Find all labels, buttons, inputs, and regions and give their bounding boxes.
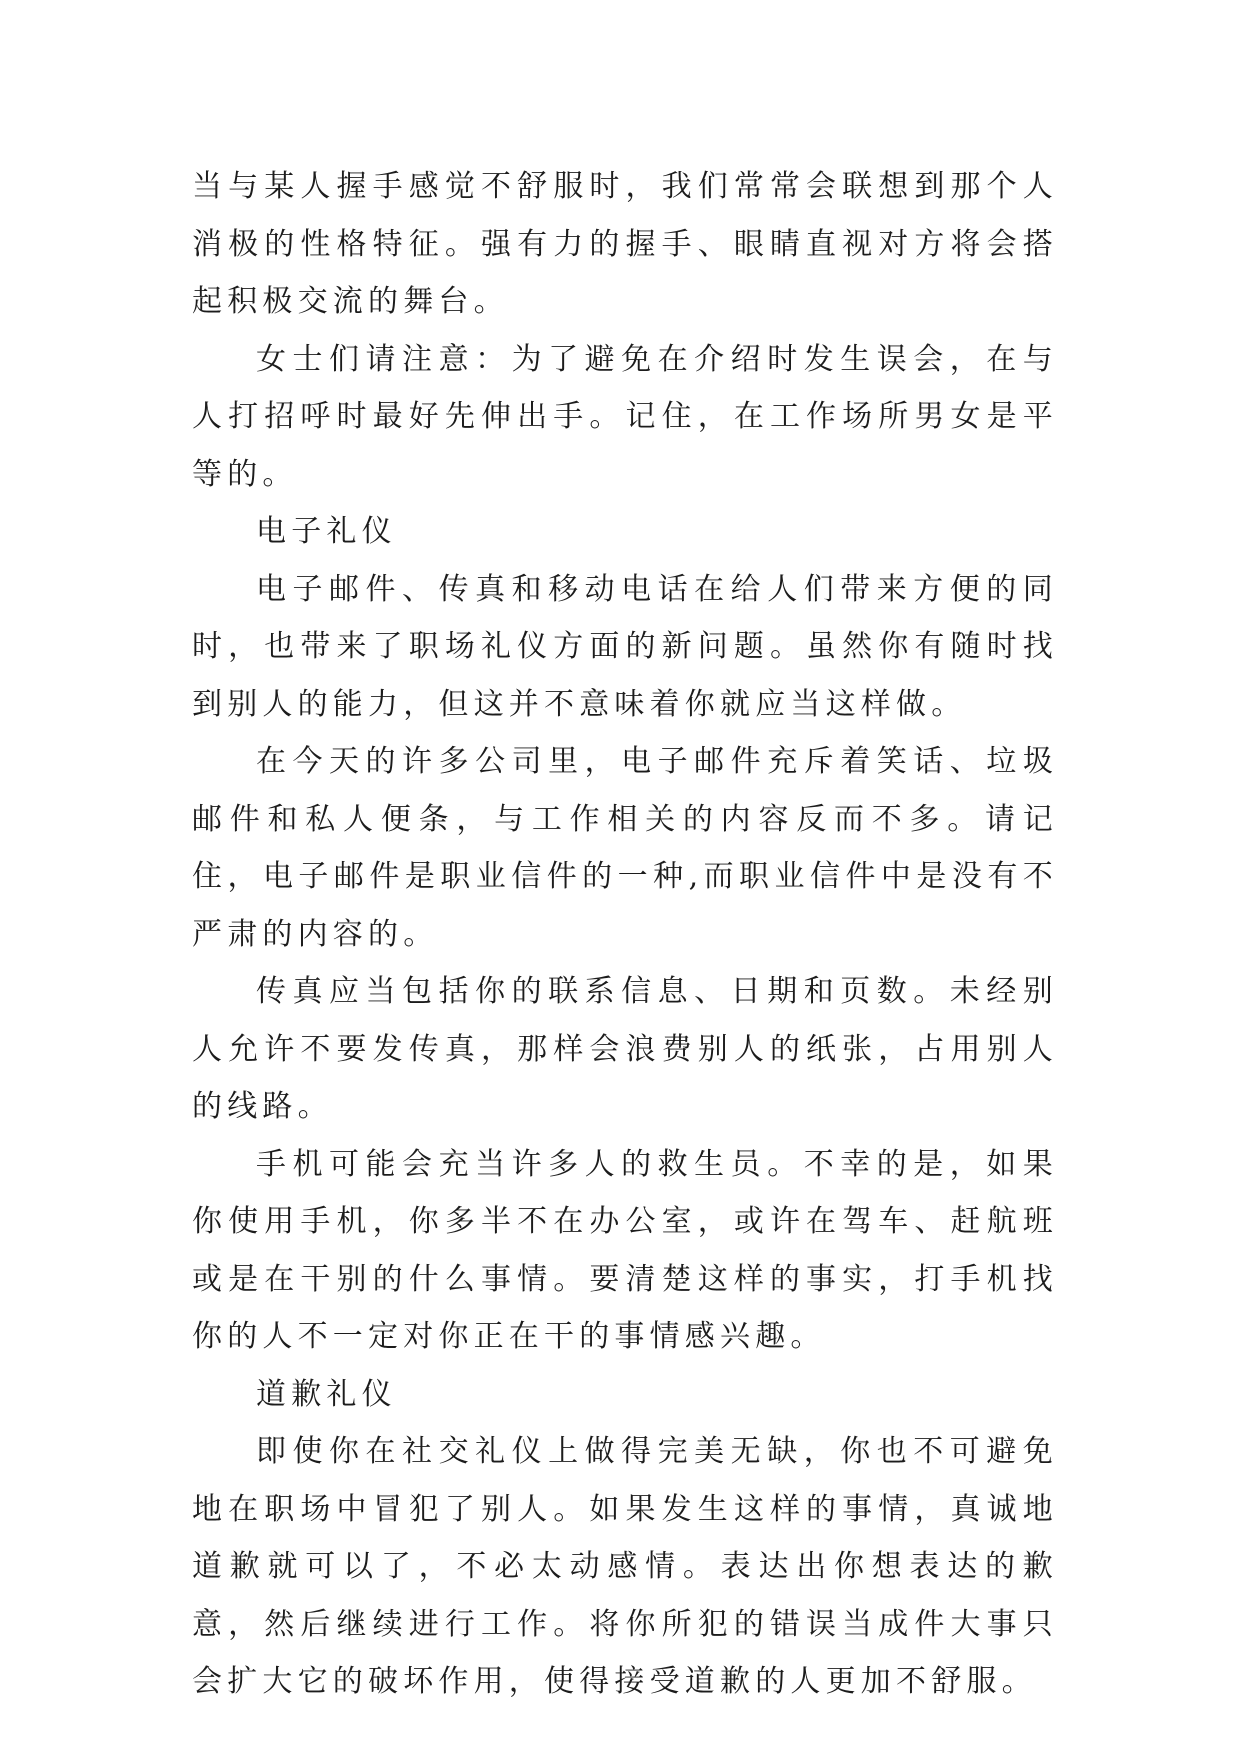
paragraph-apology: 即使你在社交礼仪上做得完美无缺，你也不可避免地在职场中冒犯了别人。如果发生这样的事情，真诚地道歉就可以了，不必太动感情。表达出你想表达的歉意，然后继续进行工作。将你所犯的错误当成件大事只会扩大它的破坏作用，使得接受道歉的人更加不舒服。 xyxy=(192,1434,1058,1699)
paragraph-electronic-intro: 电子邮件、传真和移动电话在给人们带来方便的同时，也带来了职场礼仪方面的新问题。虽然你有随时找到别人的能力，但这并不意味着你就应当这样做。 xyxy=(192,571,1058,722)
paragraph-fax: 传真应当包括你的联系信息、日期和页数。未经别人允许不要发传真，那样会浪费别人的纸张，占用别人的线路。 xyxy=(192,974,1058,1124)
section-heading-apology-etiquette: 道歉礼仪 xyxy=(256,1376,397,1412)
paragraph-ladies-note: 女士们请注意：为了避免在介绍时发生误会，在与人打招呼时最好先伸出手。记住，在工作场所男女是平等的。 xyxy=(192,341,1058,492)
document-body xyxy=(192,158,1058,1711)
paragraph-mobile-phone: 手机可能会充当许多人的救生员。不幸的是，如果你使用手机，你多半不在办公室，或许在驾车、赶航班或是在干别的什么事情。要清楚这样的事实，打手机找你的人不一定对你正在干的事情感兴趣。 xyxy=(192,1146,1058,1354)
paragraph-email: 在今天的许多公司里，电子邮件充斥着笑话、垃圾邮件和私人便条，与工作相关的内容反而不多。请记住，电子邮件是职业信件的一种,而职业信件中是没有不严肃的内容的。 xyxy=(192,744,1058,952)
paragraph-handshake: 当与某人握手感觉不舒服时，我们常常会联想到那个人消极的性格特征。强有力的握手、眼睛直视对方将会搭起积极交流的舞台。 xyxy=(192,169,1058,319)
section-heading-electronic-etiquette: 电子礼仪 xyxy=(256,514,397,549)
